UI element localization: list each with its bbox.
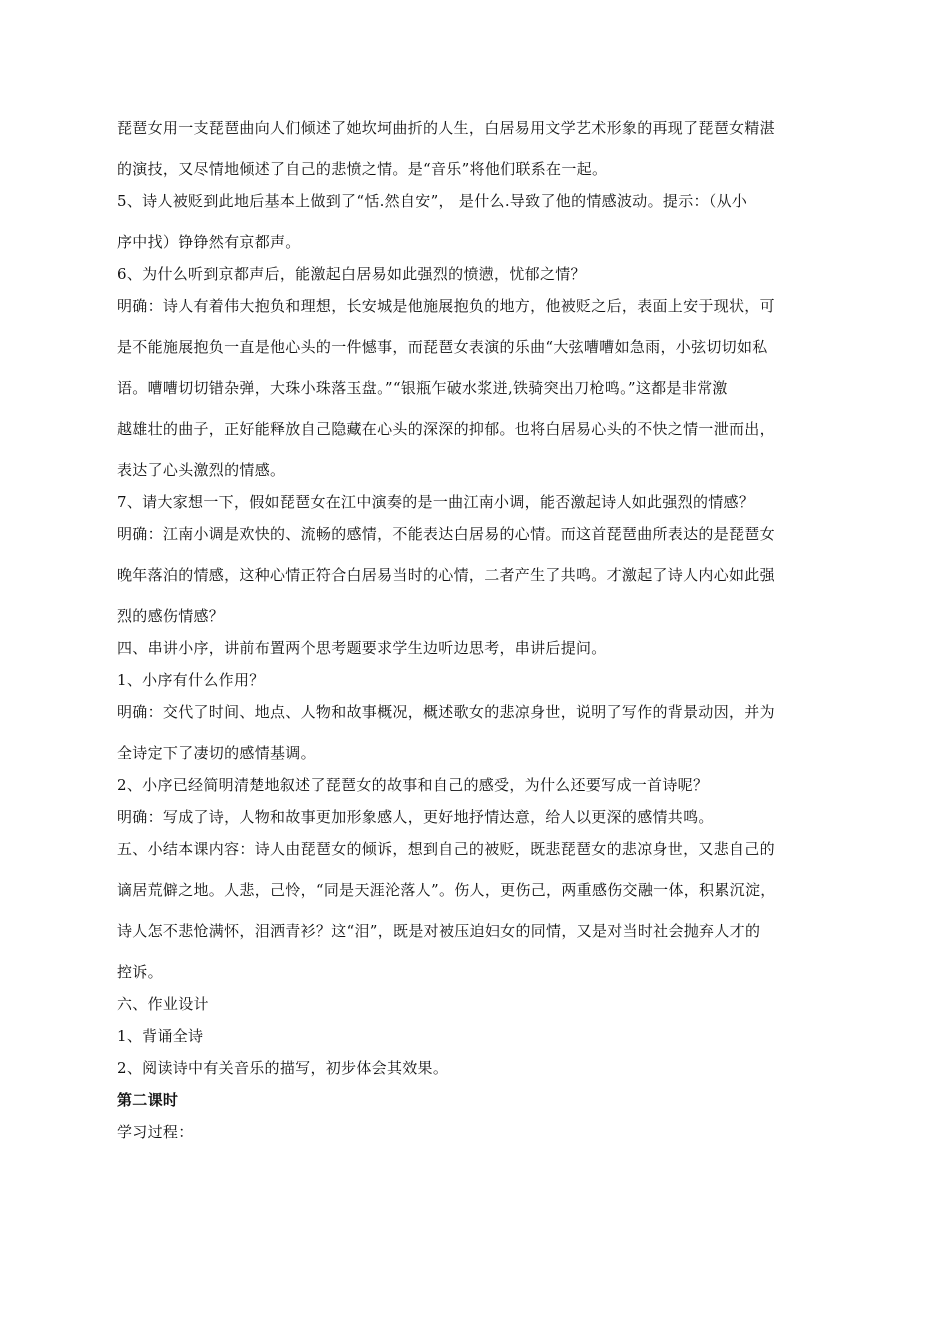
text-line: 6、为什么听到京都声后，能激起白居易如此强烈的愤懑，忧郁之情？ — [117, 265, 586, 283]
text-line: 学习过程： — [117, 1123, 194, 1141]
document-body — [117, 118, 847, 1154]
text-line: 的演技，又尽情地倾述了自己的悲愤之情。是“音乐”将他们联系在一起。 — [117, 160, 608, 178]
text-line: 明确：诗人有着伟大抱负和理想，长安城是他施展抱负的地方，他被贬之后，表面上安于现状，可 — [117, 297, 775, 315]
text-line: 明确：交代了时间、地点、人物和故事概况，概述歌女的悲凉身世，说明了写作的背景动因，并为 — [117, 703, 775, 721]
text-line: 四、串讲小序，讲前布置两个思考题要求学生边听边思考，串讲后提问。 — [117, 639, 607, 657]
text-line: 5、诗人被贬到此地后基本上做到了“恬.然自安”， 是什么.导致了他的情感波动。提示：（从小 — [117, 192, 748, 210]
text-line: 晚年落泊的情感，这种心情正符合白居易当时的心情，二者产生了共鸣。才激起了诗人内心如此强 — [117, 566, 775, 584]
text-line: 明确：江南小调是欢快的、流畅的感情，不能表达白居易的心情。而这首琵琶曲所表达的是琵琶女 — [117, 525, 775, 543]
text-line: 表达了心头激烈的情感。 — [117, 461, 286, 479]
text-line: 越雄壮的曲子，正好能释放自己隐藏在心头的深深的抑郁。也将白居易心头的不快之情一泄而出， — [117, 420, 775, 438]
text-line: 明确：写成了诗，人物和故事更加形象感人，更好地抒情达意，给人以更深的感情共鸣。 — [117, 808, 714, 826]
text-line: 六、作业设计 — [117, 995, 209, 1013]
text-line: 诗人怎不悲怆满怀，泪洒青衫？这“泪”，既是对被压迫妇女的同情，又是对当时社会抛弃人才的 — [117, 922, 761, 940]
text-line: 1、背诵全诗 — [117, 1027, 204, 1045]
text-line: 2、阅读诗中有关音乐的描写，初步体会其效果。 — [117, 1059, 449, 1077]
text-line: 谪居荒僻之地。人悲，己怜，“同是天涯沦落人”。伤人，更伤己，两重感伤交融一体，积累沉淀， — [117, 881, 776, 899]
section-heading: 第二课时 — [117, 1091, 179, 1109]
text-line: 是不能施展抱负一直是他心头的一件憾事，而琵琶女表演的乐曲“大弦嘈嘈如急雨，小弦切切如私 — [117, 338, 768, 356]
text-line: 烈的感伤情感？ — [117, 607, 225, 625]
text-line: 全诗定下了凄切的感情基调。 — [117, 744, 316, 762]
text-line: 1、小序有什么作用？ — [117, 671, 265, 689]
text-line: 琵琶女用一支琵琶曲向人们倾述了她坎坷曲折的人生，白居易用文学艺术形象的再现了琵琶女精湛 — [117, 119, 775, 137]
text-line: 7、请大家想一下，假如琵琶女在江中演奏的是一曲江南小调，能否激起诗人如此强烈的情感？ — [117, 493, 755, 511]
text-line: 五、小结本课内容：诗人由琵琶女的倾诉，想到自己的被贬，既悲琵琶女的悲凉身世，又悲自己的 — [117, 840, 775, 858]
text-line: 语。嘈嘈切切错杂弹，大珠小珠落玉盘。”“银瓶乍破水浆迸,铁骑突出刀枪鸣。”这都是非常激 — [117, 379, 728, 397]
text-line: 控诉。 — [117, 963, 163, 981]
text-line: 序中找）铮铮然有京都声。 — [117, 233, 301, 251]
text-line: 2、小序已经简明清楚地叙述了琵琶女的故事和自己的感受，为什么还要写成一首诗呢？ — [117, 776, 709, 794]
